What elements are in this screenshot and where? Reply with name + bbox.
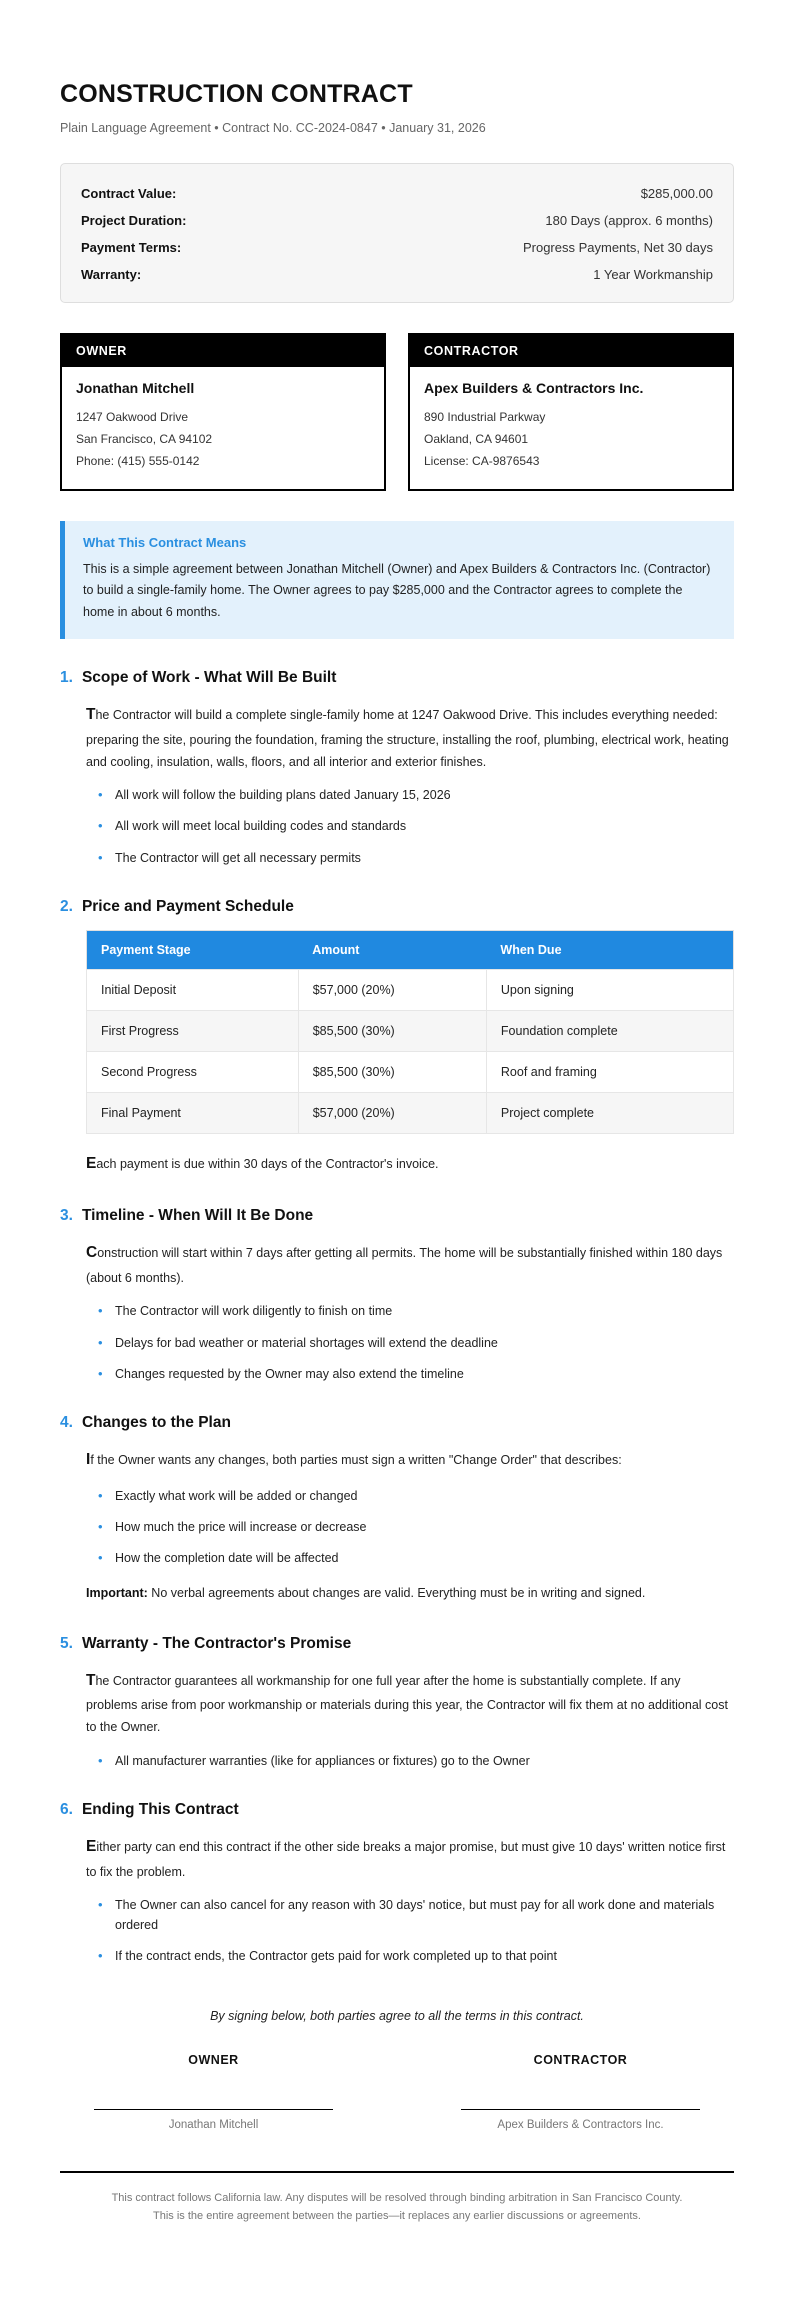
document-footer — [60, 2171, 734, 2265]
summary-row — [81, 207, 713, 234]
section-1-body — [60, 701, 734, 868]
contractor-address-line-2: Oakland, CA 94601 — [424, 432, 529, 447]
section-2-number: 2. — [60, 897, 73, 915]
section-3-body — [60, 1239, 734, 1384]
paragraph-text: ither party can end this contract if the other side breaks a major promise, but must give 10 days' written notice first to fix the problem. — [86, 1839, 726, 1879]
contractor-card-header: CONTRACTOR — [410, 335, 732, 367]
section-4-number: 4. — [60, 1414, 73, 1432]
paragraph-text: f the Owner wants any changes, both parties must sign a written "Change Order" that describes: — [90, 1453, 622, 1468]
page-title: CONSTRUCTION CONTRACT — [60, 80, 413, 108]
section-6-number: 6. — [60, 1800, 73, 1818]
section-6-heading — [60, 1801, 734, 1819]
footer-governing-law: This contract follows California law. Any disputes will be resolved through binding arbitration in San Francisco County. — [111, 2191, 683, 2204]
owner-signature-line[interactable] — [94, 2109, 333, 2110]
summary-label: Contract Value: — [81, 186, 177, 201]
section-2-body — [60, 930, 734, 1178]
section-6-title: Ending This Contract — [81, 1800, 239, 1818]
summary-label: Warranty: — [81, 267, 142, 282]
owner-phone: Phone: (415) 555-0142 — [76, 454, 200, 469]
list-item: • The Contractor will work diligently to finish on time — [98, 1301, 734, 1321]
section-1-bullet-list — [86, 785, 734, 868]
callout-title: What This Contract Means — [83, 534, 247, 550]
section-3-title: Timeline - When Will It Be Done — [81, 1207, 314, 1225]
summary-value: Progress Payments, Net 30 days — [522, 240, 713, 255]
list-item: • All work will meet local building codes and standards — [98, 816, 734, 836]
section-1-title: Scope of Work - What Will Be Built — [81, 669, 337, 687]
column-header-stage: Payment Stage — [87, 930, 299, 969]
signature-section — [60, 2009, 734, 2131]
column-header-amount: Amount — [298, 930, 486, 969]
contractor-signature-line[interactable] — [461, 2109, 700, 2110]
section-4-important-note — [86, 1582, 734, 1604]
contractor-name: Apex Builders & Contractors Inc. — [424, 380, 644, 396]
dropcap-letter: T — [86, 1671, 96, 1689]
signature-row — [60, 2053, 734, 2131]
footer-entire-agreement: This is the entire agreement between the parties—it replaces any earlier discussions or agreements. — [153, 2209, 641, 2222]
contract-summary-box — [60, 163, 734, 303]
owner-address-line-2: San Francisco, CA 94102 — [76, 432, 213, 447]
section-3-bullet-list — [86, 1301, 734, 1384]
section-5-title: Warranty - The Contractor's Promise — [81, 1634, 352, 1652]
list-item: • The Contractor will get all necessary permits — [98, 848, 734, 868]
table-header-row — [87, 930, 734, 969]
summary-row — [81, 261, 713, 288]
summary-callout — [60, 521, 734, 640]
contractor-signature-name: Apex Builders & Contractors Inc. — [497, 2118, 664, 2131]
list-item: • The Owner can also cancel for any reason with 30 days' notice, but must pay for all work done and materials ordered — [98, 1895, 734, 1936]
cell-amount: $85,500 (30%) — [298, 1010, 486, 1051]
section-5-number: 5. — [60, 1634, 73, 1652]
cell-stage: Final Payment — [87, 1092, 299, 1133]
cell-due: Upon signing — [486, 969, 733, 1010]
payment-note — [86, 1150, 734, 1178]
list-item: • All manufacturer warranties (like for appliances or fixtures) go to the Owner — [98, 1751, 734, 1771]
table-row — [87, 969, 734, 1010]
paragraph-text: he Contractor guarantees all workmanship for one full year after the home is substantially complete. If any problems arise from poor workmanship or materials during this year, the Contractor will fix them at no additional cost to the Owner. — [86, 1673, 728, 1735]
section-2-title: Price and Payment Schedule — [81, 897, 294, 915]
cell-amount: $85,500 (30%) — [298, 1051, 486, 1092]
section-timeline — [60, 1207, 734, 1384]
signature-intro: By signing below, both parties agree to all the terms in this contract. — [210, 2008, 584, 2023]
owner-address-line-1: 1247 Oakwood Drive — [76, 410, 189, 424]
section-4-paragraph — [86, 1446, 734, 1474]
dropcap-letter: E — [86, 1837, 97, 1855]
payment-table-body — [87, 969, 734, 1133]
cell-due: Project complete — [486, 1092, 733, 1133]
payment-schedule-table — [86, 930, 734, 1134]
section-6-bullet-list — [86, 1895, 734, 1967]
paragraph-text: onstruction will start within 7 days after getting all permits. The home will be substantially finished within 180 days (about 6 months). — [86, 1246, 723, 1286]
section-5-heading — [60, 1635, 734, 1653]
summary-value: 1 Year Workmanship — [593, 267, 713, 282]
dropcap-letter: I — [86, 1451, 91, 1469]
section-1-number: 1. — [60, 669, 73, 687]
paragraph-text: he Contractor will build a complete single-family home at 1247 Oakwood Drive. This includes everything needed: preparing the site, pouring the foundation, framing the structure, installing the roof, plumbing, electrical work, heating and cooling, insulation, walls, floors, and all interior and exterior finishes. — [86, 708, 729, 769]
section-1-paragraph — [86, 701, 734, 773]
cell-amount: $57,000 (20%) — [298, 1092, 486, 1133]
summary-row — [81, 234, 713, 261]
document-header — [60, 56, 734, 135]
section-4-bullet-list — [86, 1486, 734, 1569]
contractor-address-line-1: 890 Industrial Parkway — [424, 410, 546, 424]
cell-due: Roof and framing — [486, 1051, 733, 1092]
dropcap-letter: T — [86, 706, 96, 724]
table-row — [87, 1051, 734, 1092]
parties-section — [60, 333, 734, 491]
dropcap-letter: E — [86, 1154, 97, 1172]
dropcap-letter: C — [86, 1244, 98, 1262]
list-item: • Changes requested by the Owner may also extend the timeline — [98, 1364, 734, 1384]
list-item: • Delays for bad weather or material shortages will extend the deadline — [98, 1333, 734, 1353]
summary-value: $285,000.00 — [640, 186, 713, 201]
section-4-heading — [60, 1414, 734, 1432]
summary-value: 180 Days (approx. 6 months) — [545, 213, 713, 228]
owner-signature-name: Jonathan Mitchell — [168, 2118, 259, 2131]
section-scope-of-work — [60, 669, 734, 868]
owner-card-body — [62, 367, 384, 489]
section-6-paragraph — [86, 1833, 734, 1883]
list-item: • Exactly what work will be added or changed — [98, 1486, 734, 1506]
section-3-number: 3. — [60, 1207, 73, 1225]
contractor-card-body — [410, 367, 732, 489]
callout-text: This is a simple agreement between Jonathan Mitchell (Owner) and Apex Builders & Contractors Inc. (Contractor) to build a single-family home. The Owner agrees to pay $285,000 and the Contractor agrees to complete the home in about 6 months. — [83, 561, 711, 619]
section-3-heading — [60, 1207, 734, 1225]
contractor-card — [408, 333, 734, 491]
section-changes-to-plan — [60, 1414, 734, 1605]
payment-table-head — [87, 930, 734, 969]
summary-row — [81, 180, 713, 207]
section-3-paragraph — [86, 1239, 734, 1289]
owner-signature-block — [60, 2053, 367, 2131]
cell-stage: Initial Deposit — [87, 969, 299, 1010]
owner-name: Jonathan Mitchell — [76, 380, 195, 396]
summary-label: Payment Terms: — [81, 240, 182, 255]
section-4-body — [60, 1446, 734, 1605]
paragraph-text: ach payment is due within 30 days of the Contractor's invoice. — [96, 1156, 439, 1171]
cell-amount: $57,000 (20%) — [298, 969, 486, 1010]
column-header-due: When Due — [486, 930, 733, 969]
cell-stage: First Progress — [87, 1010, 299, 1051]
list-item: • How much the price will increase or decrease — [98, 1517, 734, 1537]
owner-signature-role: OWNER — [188, 2052, 239, 2067]
summary-label: Project Duration: — [81, 213, 187, 228]
contractor-signature-role: CONTRACTOR — [533, 2052, 628, 2067]
cell-stage: Second Progress — [87, 1051, 299, 1092]
document-subtitle: Plain Language Agreement • Contract No. CC-2024-0847 • January 31, 2026 — [60, 121, 486, 135]
section-5-bullet-list — [86, 1751, 734, 1771]
table-row — [87, 1010, 734, 1051]
owner-card — [60, 333, 386, 491]
owner-card-header: OWNER — [62, 335, 384, 367]
section-6-body — [60, 1833, 734, 1967]
important-label: Important: — [86, 1586, 148, 1601]
section-5-body — [60, 1667, 734, 1771]
table-row — [87, 1092, 734, 1133]
section-1-heading — [60, 669, 734, 687]
contractor-license: License: CA-9876543 — [424, 454, 540, 469]
list-item: • How the completion date will be affected — [98, 1548, 734, 1568]
cell-due: Foundation complete — [486, 1010, 733, 1051]
list-item: • All work will follow the building plans dated January 15, 2026 — [98, 785, 734, 805]
section-5-paragraph — [86, 1667, 734, 1739]
section-2-heading — [60, 898, 734, 916]
section-4-title: Changes to the Plan — [81, 1414, 231, 1432]
section-price-and-payment — [60, 898, 734, 1178]
list-item: • If the contract ends, the Contractor gets paid for work completed up to that point — [98, 1946, 734, 1966]
paragraph-text: No verbal agreements about changes are valid. Everything must be in writing and signed. — [147, 1586, 646, 1601]
contractor-signature-block — [427, 2053, 734, 2131]
section-ending-contract — [60, 1801, 734, 1967]
section-warranty — [60, 1635, 734, 1771]
